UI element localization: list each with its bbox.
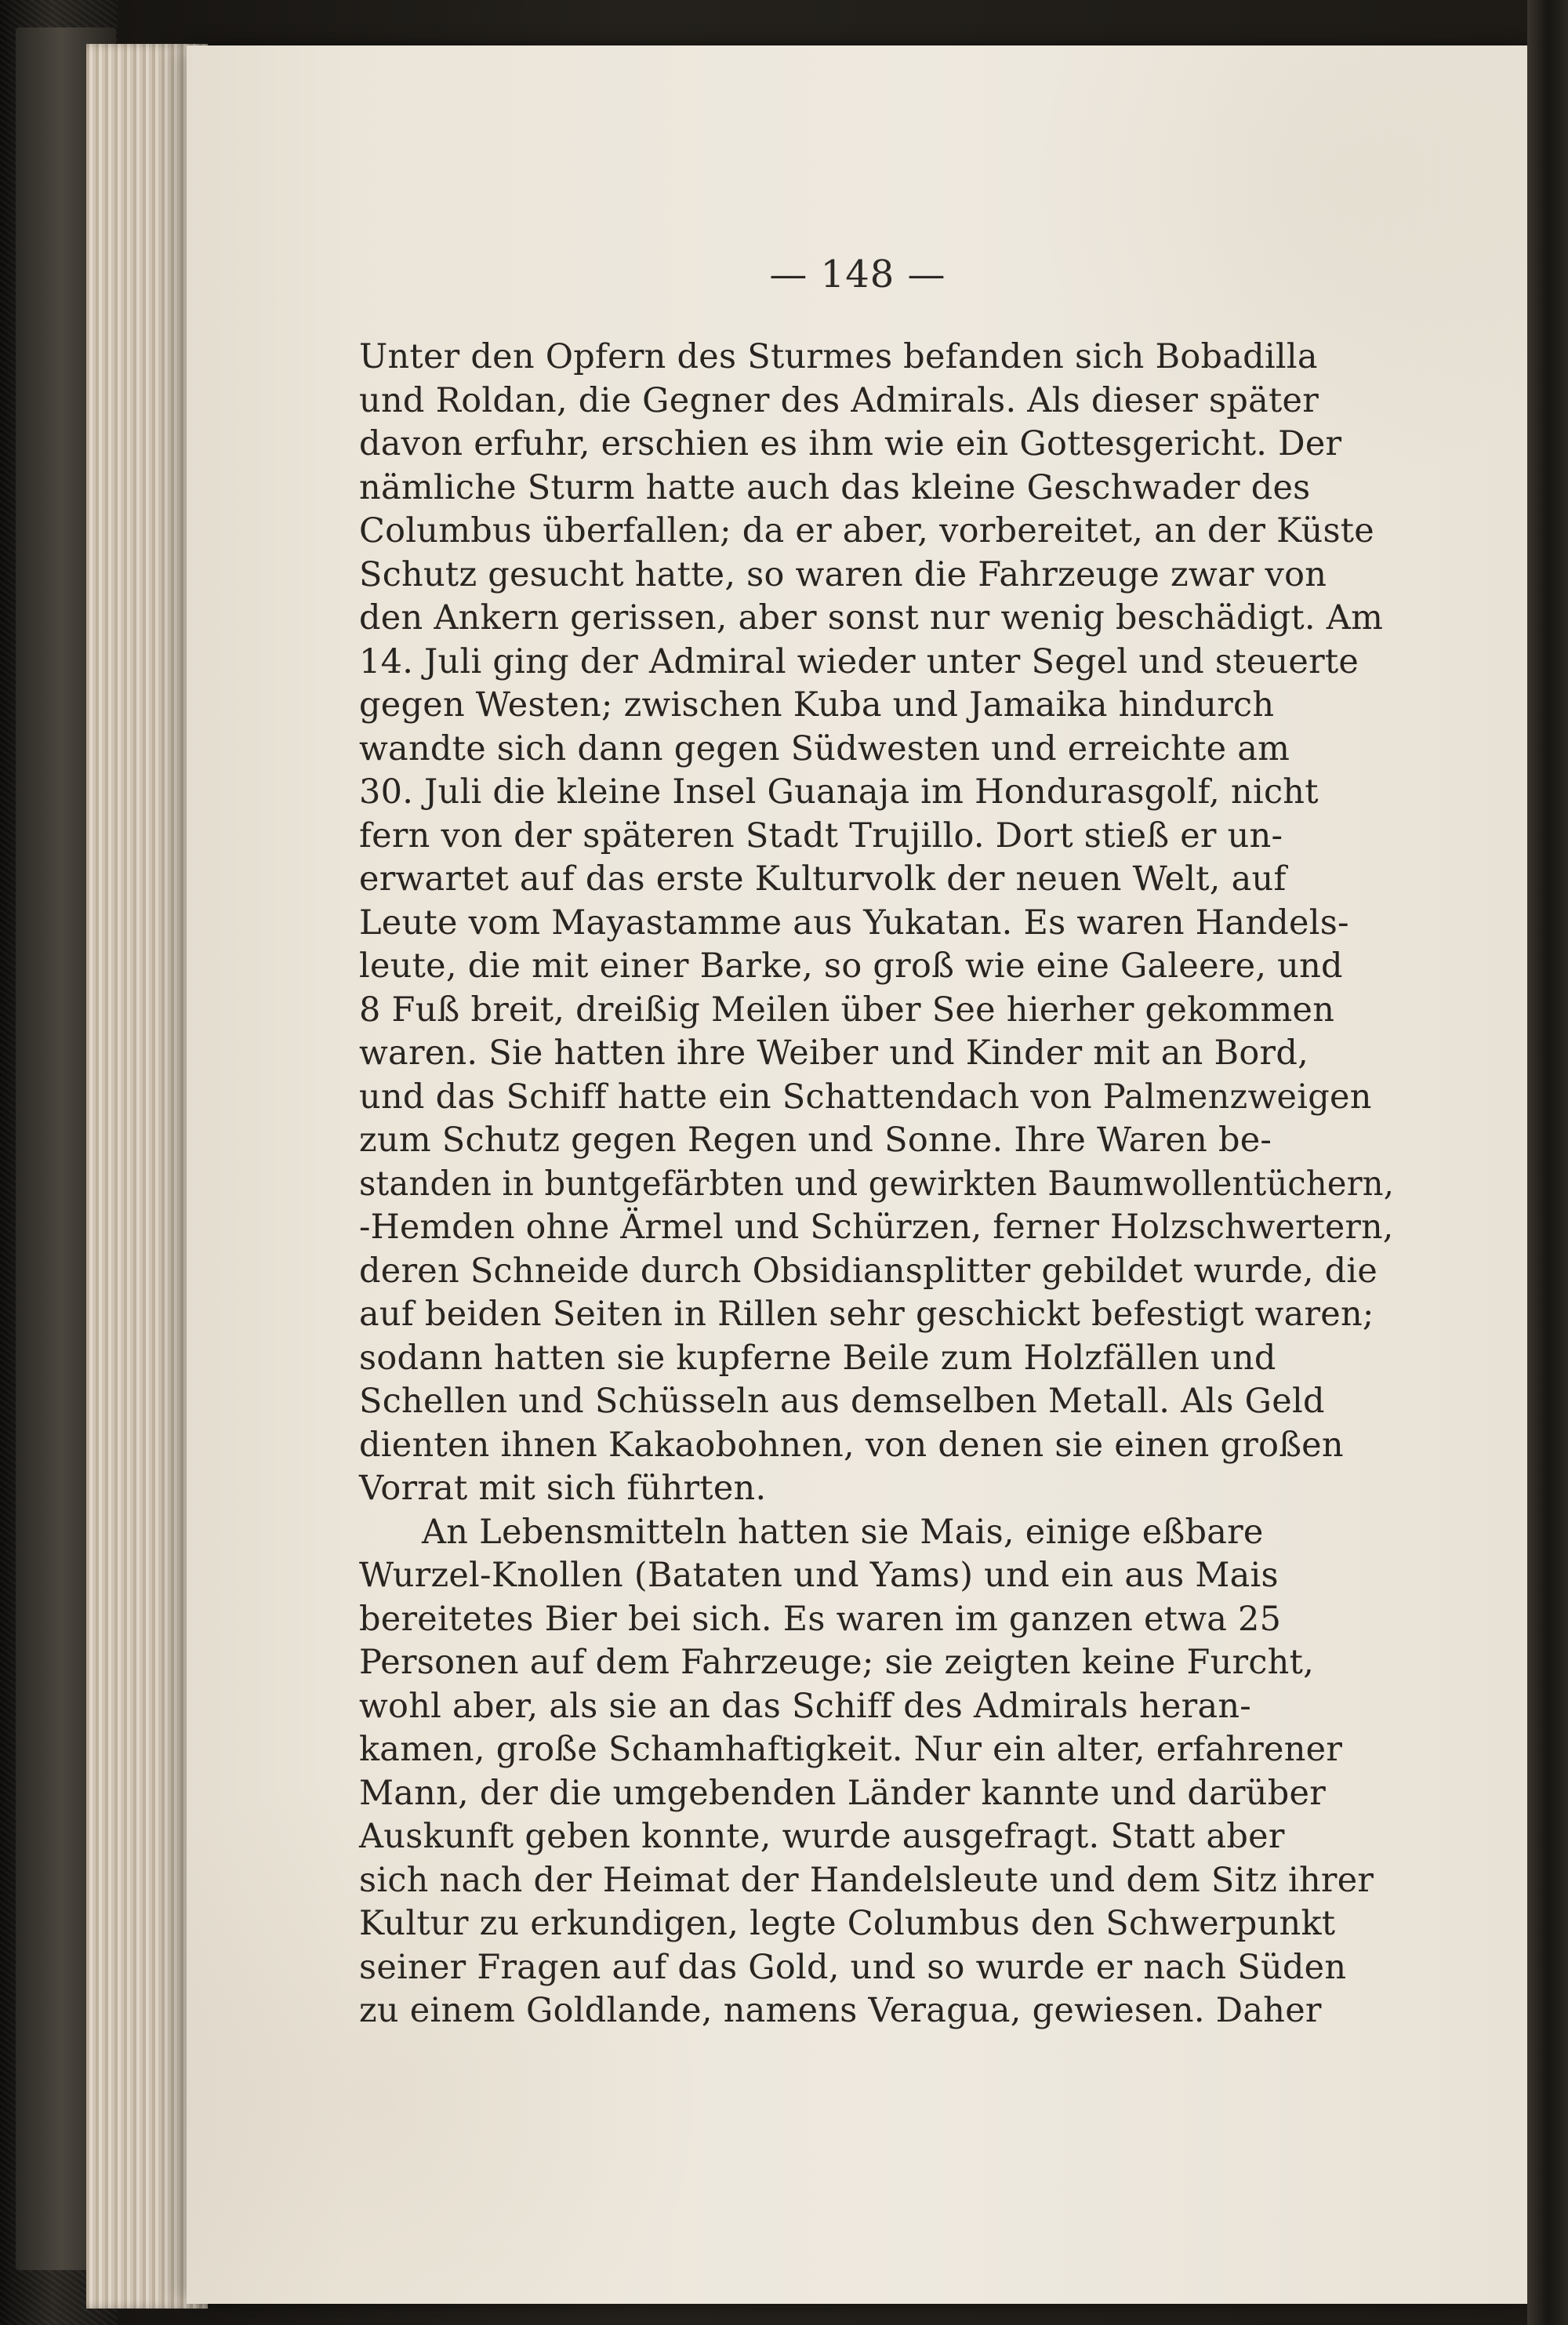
text-line: -Hemden ohne Ärmel und Schürzen, ferner Holzschwertern, (359, 1208, 1394, 1247)
text-line: wandte sich dann gegen Südwesten und erreichte am (359, 728, 1290, 768)
text-line: und das Schiff hatte ein Schattendach von Palmenzweigen (359, 1077, 1372, 1117)
text-line: Kultur zu erkundigen, legte Columbus den Schwerpunkt (359, 1904, 1336, 1943)
text-line: sich nach der Heimat der Handelsleute und dem Sitz ihrer (359, 1860, 1374, 1900)
text-line: Vorrat mit sich führten. (359, 1469, 767, 1508)
text-line: Columbus überfallen; da er aber, vorbereitet, an der Küste (359, 511, 1374, 550)
text-line: Schellen und Schüsseln aus demselben Metall. Als Geld (359, 1382, 1325, 1421)
text-line: davon erfuhr, erschien es ihm wie ein Gottesgericht. Der (359, 424, 1342, 463)
text-line: auf beiden Seiten in Rillen sehr geschickt befestigt waren; (359, 1295, 1374, 1334)
text-line: 30. Juli die kleine Insel Guanaja im Hondurasgolf, nicht (359, 772, 1319, 812)
text-line: zum Schutz gegen Regen und Sonne. Ihre Waren be- (359, 1121, 1272, 1160)
text-line: An Lebensmitteln hatten sie Mais, einige eßbare (422, 1512, 1264, 1552)
text-line: Wurzel-Knollen (Bataten und Yams) und ein aus Mais (359, 1556, 1279, 1595)
text-line: Personen auf dem Fahrzeuge; sie zeigten keine Furcht, (359, 1643, 1315, 1682)
text-line: Unter den Opfern des Sturmes befanden sich Bobadilla (359, 337, 1318, 376)
text-line: standen in buntgefärbten und gewirkten Baumwollentüchern, (359, 1164, 1395, 1204)
text-line: Auskunft geben konnte, wurde ausgefragt. Statt aber (359, 1817, 1285, 1856)
text-line: sodann hatten sie kupferne Beile zum Holzfällen und (359, 1338, 1276, 1378)
page-number: — 148 — (769, 252, 946, 296)
book-page (187, 45, 1529, 2304)
text-line: erwartet auf das erste Kulturvolk der neuen Welt, auf (359, 859, 1287, 899)
text-line: bereitetes Bier bei sich. Es waren im ganzen etwa 25 (359, 1599, 1282, 1639)
text-line: Leute vom Mayastamme aus Yukatan. Es waren Handels- (359, 903, 1349, 943)
text-line: Mann, der die umgebenden Länder kannte und darüber (359, 1773, 1327, 1813)
text-line: Schutz gesucht hatte, so waren die Fahrzeuge zwar von (359, 554, 1327, 594)
right-book-edge (1527, 0, 1568, 2325)
text-line: fern von der späteren Stadt Trujillo. Dort stieß er un- (359, 816, 1283, 856)
text-line: leute, die mit einer Barke, so groß wie eine Galeere, und (359, 946, 1343, 986)
text-line: gegen Westen; zwischen Kuba und Jamaika hindurch (359, 685, 1275, 725)
text-line: nämliche Sturm hatte auch das kleine Geschwader des (359, 467, 1311, 507)
page-text (359, 336, 1394, 2033)
text-line: zu einem Goldlande, namens Veragua, gewiesen. Daher (359, 1991, 1322, 2030)
text-line: seiner Fragen auf das Gold, und so wurde er nach Süden (359, 1947, 1347, 1987)
text-line: waren. Sie hatten ihre Weiber und Kinder mit an Bord, (359, 1034, 1309, 1073)
text-line: dienten ihnen Kakaobohnen, von denen sie einen großen (359, 1425, 1344, 1465)
text-line: kamen, große Schamhaftigkeit. Nur ein alter, erfahrener (359, 1730, 1343, 1769)
text-line: 8 Fuß breit, dreißig Meilen über See hierher gekommen (359, 990, 1335, 1030)
text-line: den Ankern gerissen, aber sonst nur wenig beschädigt. Am (359, 598, 1384, 638)
text-line: 14. Juli ging der Admiral wieder unter Segel und steuerte (359, 641, 1359, 681)
text-line: deren Schneide durch Obsidiansplitter gebildet wurde, die (359, 1251, 1378, 1291)
text-line: wohl aber, als sie an das Schiff des Admirals heran- (359, 1686, 1252, 1726)
text-line: und Roldan, die Gegner des Admirals. Als dieser später (359, 380, 1319, 420)
